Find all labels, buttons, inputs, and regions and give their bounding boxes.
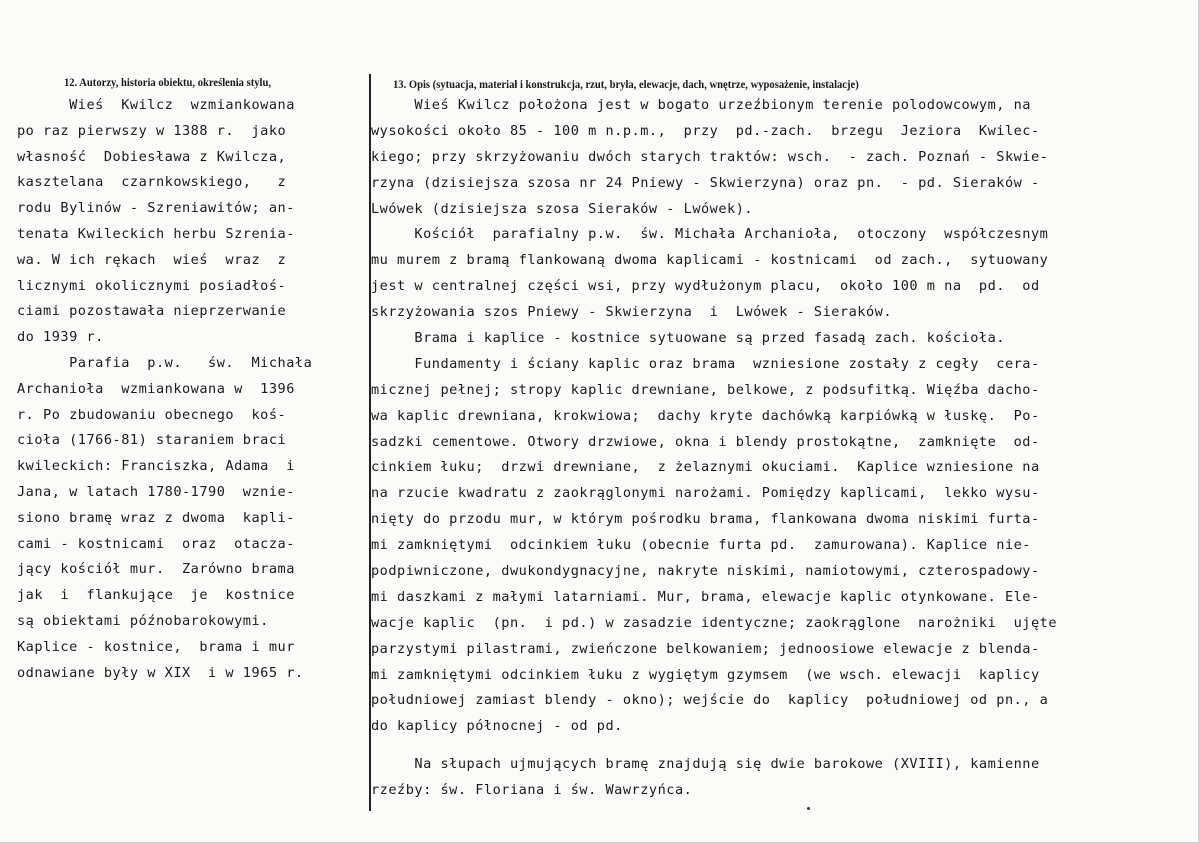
text-line: wa. W ich rękach wieś wraz z <box>17 251 287 268</box>
text-line: licznymi okolicznymi posiadłoś- <box>17 277 287 294</box>
text-line: odnawiane były w XIX i w 1965 r. <box>17 664 304 681</box>
text-line: r. Po zbudowaniu obecnego koś- <box>17 406 287 423</box>
text-line: cami - kostnicami oraz otacza- <box>17 535 295 552</box>
text-line: Wieś Kwilcz położona jest w bogato urzeźbionym terenie polodowcowym, na <box>371 97 1031 113</box>
text-line: wacje kaplic (pn. i pd.) w zasadzie identyczne; zaokrąglone narożniki ujęte <box>371 614 1058 631</box>
text-line: Parafia p.w. św. Michała <box>17 354 313 371</box>
text-line: cioła (1766-81) staraniem braci <box>17 432 287 449</box>
text-line: Wieś Kwilcz wzmiankowana <box>17 97 295 113</box>
text-line: do 1939 r. <box>17 329 104 346</box>
text-line: ciami pozostawała nieprzerwanie <box>17 303 287 320</box>
text-line: kwileckich: Franciszka, Adama i <box>17 458 295 475</box>
text-line: Na słupach ujmujących bramę znajdują się dwie barokowe (XVIII), kamienne <box>371 756 1040 773</box>
text-line: jący kościół mur. Zarówno brama <box>17 561 295 578</box>
text-line: rzyna (dzisiejsza szosa nr 24 Pniewy - Skwierzyna) oraz pn. - pd. Sieraków - <box>371 174 1040 191</box>
text-line: jest w centralnej części wsi, przy wydłużonym placu, około 100 m na pd. od <box>371 278 1040 295</box>
left-column-text <box>17 93 359 686</box>
blank-line <box>371 740 1171 752</box>
text-line: kasztelana czarnkowskiego, z <box>17 174 287 191</box>
text-line: do kaplicy północnej - od pd. <box>371 718 623 735</box>
text-line: na rzucie kwadratu z zaokrąglonymi narożami. Pomiędzy kaplicami, lekko wysu- <box>371 485 1040 502</box>
text-line: podpiwniczone, dwukondygnacyjne, nakryte niskimi, namiotowymi, czterospadowy- <box>371 563 1040 580</box>
text-line: kiego; przy skrzyżowaniu dwóch starych traktów: wsch. - zach. Poznań - Skwie- <box>371 148 1049 165</box>
left-column-heading: 12. Autorzy, historia obiektu, określenia stylu, <box>64 77 272 89</box>
text-line: rodu Bylinów - Szreniawitów; an- <box>17 200 295 217</box>
text-line: cinkiem łuku; drzwi drewniane, z żelaznymi okuciami. Kaplice wzniesione na <box>371 459 1040 476</box>
text-line: Archanioła wzmiankowana w 1396 <box>17 380 295 397</box>
text-line: południowej zamiast blendy - okno); wejście do kaplicy południowej od pn., a <box>371 692 1049 709</box>
text-line: własność Dobiesława z Kwilcza, <box>17 148 287 165</box>
text-line: tenata Kwileckich herbu Szrenia- <box>17 225 295 242</box>
text-line: po raz pierwszy w 1388 r. jako <box>17 122 287 139</box>
text-line: Kościół parafialny p.w. św. Michała Archanioła, otoczony współczesnym <box>371 226 1049 243</box>
text-line: są obiektami późnobarokowymi. <box>17 612 269 629</box>
text-line: rzeźby: św. Floriana i św. Wawrzyńca. <box>371 782 693 799</box>
right-column-text <box>371 93 1171 804</box>
text-line: mi zamkniętymi odcinkiem łuku (obecnie furta pd. zamurowana). Kaplice nie- <box>371 537 1031 554</box>
ink-speck <box>807 807 810 810</box>
text-line: mu murem z bramą flankowaną dwoma kaplicami - kostnicami od zach., sytuowany <box>371 252 1049 269</box>
text-line: jak i flankujące je kostnice <box>17 587 295 604</box>
text-line: mi zamkniętymi odcinkiem łuku z wygiętym gzymsem (we wsch. elewacji kaplicy <box>371 666 1040 683</box>
text-line: nięty do przodu mur, w którym pośrodku brama, flankowana dwoma niskimi furta- <box>371 511 1040 528</box>
text-line: parzystymi pilastrami, zwieńczone belkowaniem; jednoosiowe elewacje z blenda- <box>371 640 1040 657</box>
text-line: Jana, w latach 1780-1790 wznie- <box>17 483 295 500</box>
text-line: Brama i kaplice - kostnice sytuowane są przed fasadą zach. kościoła. <box>371 330 1005 347</box>
text-line: siono bramę wraz z dwoma kapli- <box>17 509 295 526</box>
text-line: skrzyżowania szos Pniewy - Skwierzyna i Lwówek - Sieraków. <box>371 304 893 321</box>
text-line: wa kaplic drewniana, krokwiowa; dachy kryte dachówką karpiówką w łuskę. Po- <box>371 407 1040 424</box>
text-line: sadzki cementowe. Otwory drzwiowe, okna i blendy prostokątne, zamknięte od- <box>371 433 1040 450</box>
text-line: mi daszkami z małymi latarniami. Mur, brama, elewacje kaplic otynkowane. Ele- <box>371 588 1040 605</box>
text-line: wysokości około 85 - 100 m n.p.m., przy pd.-zach. brzegu Jeziora Kwilec- <box>371 122 1040 139</box>
text-line: Lwówek (dzisiejsza szosa Sieraków - Lwówek). <box>371 200 754 217</box>
text-line: Kaplice - kostnice, brama i mur <box>17 638 295 655</box>
text-line: Fundamenty i ściany kaplic oraz brama wzniesione zostały z cegły cera- <box>371 355 1040 372</box>
text-line: micznej pełnej; stropy kaplic drewniane, belkowe, z podsufitką. Więźba dacho- <box>371 381 1040 398</box>
right-column-heading: 13. Opis (sytuacja, materiał i konstrukcja, rzut, bryła, elewacje, dach, wnętrze, wyposażenie, instalacje) <box>393 79 859 91</box>
